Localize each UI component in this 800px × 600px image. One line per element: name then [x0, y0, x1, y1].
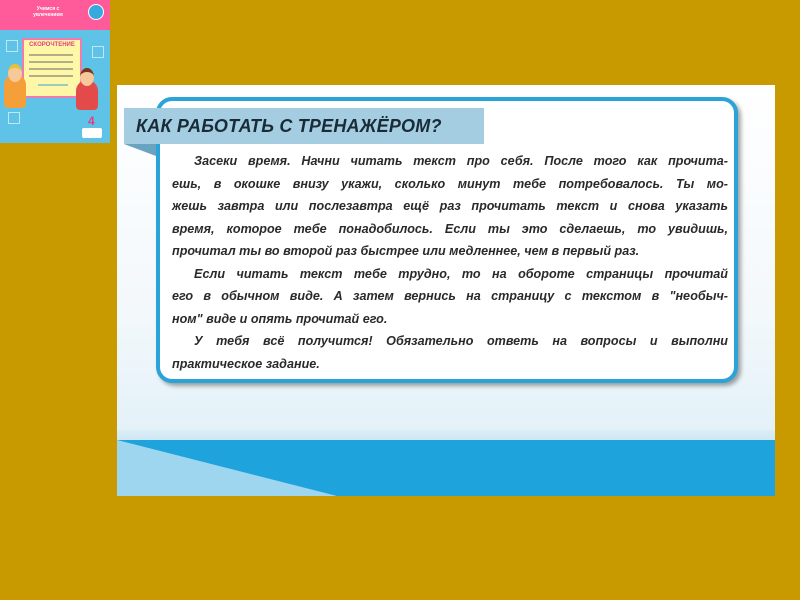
instruction-text: [172, 150, 728, 375]
cover-badge-icon: [88, 4, 104, 20]
text-line: ешь, в окошке внизу укажи, сколько минут тебе потребовалось. Ты мо-: [172, 176, 728, 191]
text-line: У тебя всё получится! Обязательно ответь на вопросы и выполни: [194, 334, 728, 348]
paragraph-2: [172, 263, 728, 331]
text-line: его в обычном виде. А затем вернись на страницу с текстом в "необыч-: [172, 289, 728, 303]
slide-band-triangle: [117, 440, 337, 496]
cover-text-line: [29, 75, 73, 77]
cover-text-line: [29, 54, 73, 56]
text-line: время, которое тебе понадобилось. Если ты это сделаешь, то увидишь,: [172, 221, 728, 236]
cover-decor-square: [6, 40, 18, 52]
cover-title: СКОРОЧТЕНИЕ: [29, 42, 75, 48]
panel-heading: КАК РАБОТАТЬ С ТРЕНАЖЁРОМ?: [136, 116, 442, 136]
paragraph-1: [172, 150, 728, 263]
cover-text-line: [38, 84, 68, 86]
text-line: практическое задание.: [172, 356, 320, 371]
cover-text-line: [29, 61, 73, 63]
cover-title-card: [22, 38, 82, 98]
paragraph-3: [172, 330, 728, 375]
text-line: ном" виде и опять прочитай его.: [172, 311, 388, 326]
slide-band-shade: [117, 430, 775, 440]
cover-text-line: [29, 68, 73, 70]
cover-decor-square: [8, 112, 20, 124]
cover-brand-text: Учимся с увлечением: [33, 6, 63, 18]
text-line: жешь завтра или послезавтра ещё раз прочитать текст и снова указать: [172, 199, 728, 213]
text-line: Засеки время. Начни читать текст про себя. После того как прочита-: [194, 154, 728, 168]
cover-grade-number: 4: [88, 114, 95, 128]
publisher-logo-icon: [82, 128, 102, 138]
heading-bar-tail: [124, 144, 156, 156]
cover-decor-square: [92, 46, 104, 58]
text-line: Если читать текст тебе трудно, то на обороте страницы прочитай: [194, 266, 728, 281]
text-line: прочитал ты во второй раз быстрее или медленнее, чем в первый раз.: [172, 244, 640, 258]
cover-child-illustration: [4, 74, 26, 108]
book-cover-thumbnail: [0, 0, 110, 143]
cover-child-illustration: [76, 80, 98, 110]
